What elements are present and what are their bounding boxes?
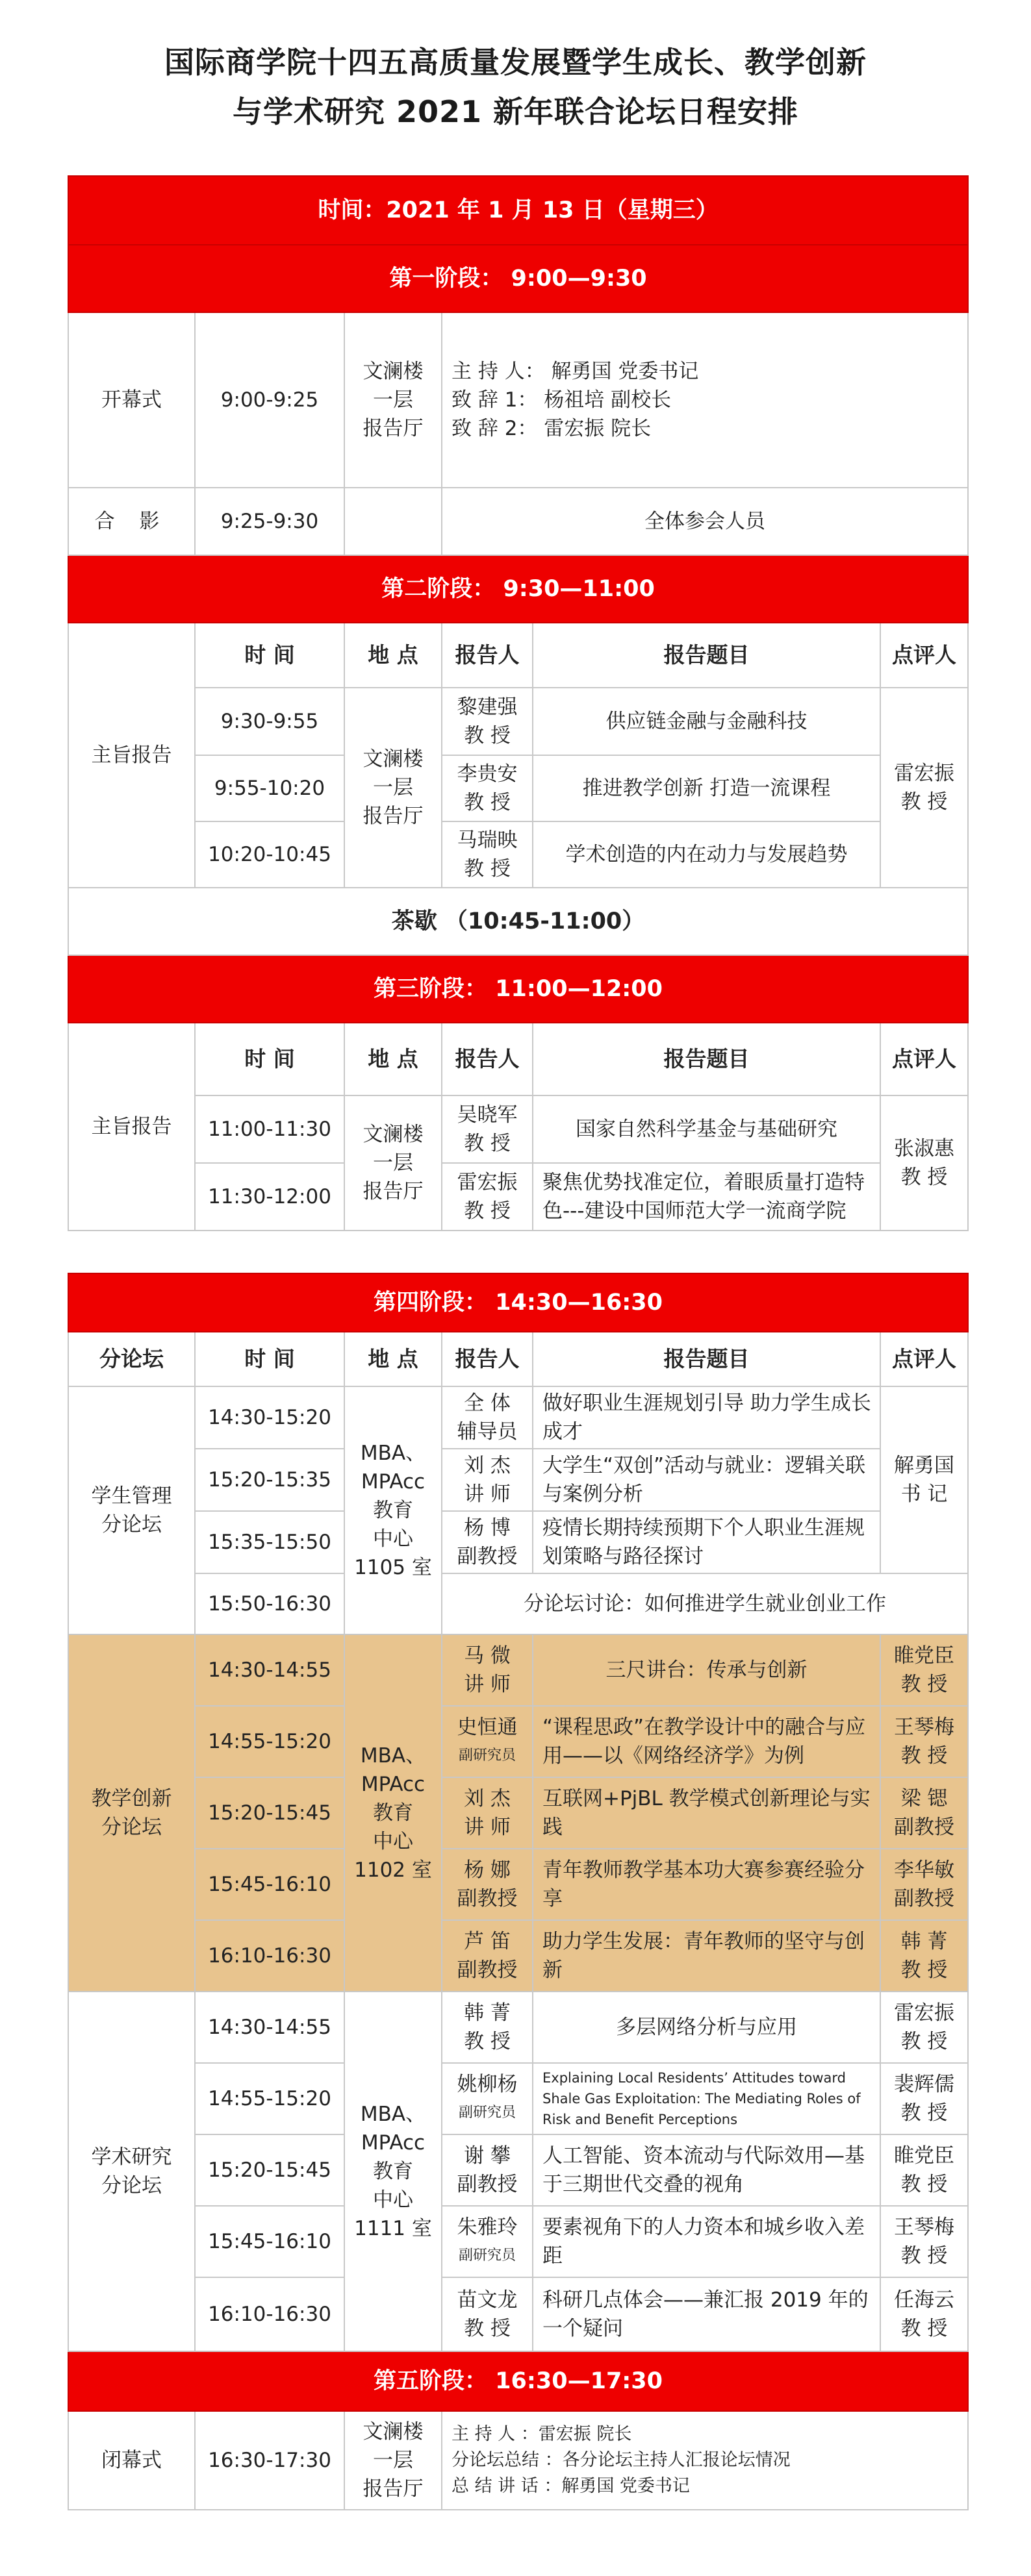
talk-topic: 互联网+PjBL 教学模式创新理论与实践: [533, 1777, 880, 1849]
speaker-name: 朱雅玲: [457, 2216, 518, 2239]
speaker-title: 副教授: [457, 2173, 518, 2196]
place-line: 1111 室: [354, 2217, 432, 2240]
closing-session: 闭幕式: [68, 2411, 195, 2510]
table-row: [68, 2277, 968, 2351]
place-line: MPAcc: [361, 1470, 426, 1494]
speaker-name: 刘 杰: [464, 1454, 511, 1477]
place-line: MBA、: [360, 1442, 426, 1465]
teaching-forum-place: [344, 1634, 442, 1992]
place-line: 文澜楼: [363, 1123, 424, 1146]
speaker-title: 教 授: [464, 857, 511, 881]
stage4-banner: 第四阶段： 14:30—16:30: [68, 1273, 968, 1332]
header-reviewer: 点评人: [880, 623, 968, 688]
header-topic: 报告题目: [533, 1023, 880, 1095]
reviewer-name: 王琴梅: [894, 2216, 954, 2239]
place-line: 中心: [373, 2188, 413, 2212]
talk-reviewer: [880, 2063, 968, 2134]
place-line: MBA、: [360, 1744, 426, 1768]
speaker-name: 黎建强: [457, 695, 518, 719]
talk-speaker: [442, 1992, 533, 2063]
speaker-title: 副教授: [457, 1958, 518, 1982]
talk-reviewer: [880, 1777, 968, 1849]
header-place: 地 点: [344, 1332, 442, 1386]
document-title-line1: 国际商学院十四五高质量发展暨学生成长、教学创新: [164, 45, 867, 80]
talk-topic: 人工智能、资本流动与代际效用—基于三期世代交叠的视角: [533, 2134, 880, 2206]
header-reviewer: 点评人: [880, 1023, 968, 1095]
speaker-name: 马瑞映: [457, 829, 518, 852]
reviewer-name: 梁 锶: [900, 1787, 948, 1810]
closing-program: [442, 2411, 968, 2510]
student-forum-reviewer: [880, 1386, 968, 1573]
talk-time: 15:35-15:50: [195, 1511, 344, 1573]
speaker-name: 韩 菁: [464, 2001, 511, 2025]
teaching-forum-name: [68, 1634, 195, 1992]
talk-topic: 推进教学创新 打造一流课程: [533, 755, 880, 821]
talk-topic: 做好职业生涯规划引导 助力学生成长成才: [533, 1386, 880, 1449]
talk-speaker: [442, 2063, 533, 2134]
talk-speaker: [442, 1163, 533, 1231]
stage5-banner: 第五阶段： 16:30—17:30: [68, 2351, 968, 2411]
talk-reviewer: [880, 1920, 968, 1992]
discussion-time: 15:50-16:30: [195, 1573, 344, 1634]
table-row: [68, 1706, 968, 1777]
talk-topic: 聚焦优势找准定位，着眼质量打造特色---建设中国师范大学一流商学院: [533, 1163, 880, 1231]
talk-speaker: [442, 1511, 533, 1573]
talk-topic: 助力学生发展：青年教师的坚守与创新: [533, 1920, 880, 1992]
reviewer-name: 李华敏: [894, 1858, 954, 1882]
reviewer-name: 睢党臣: [894, 1644, 954, 1668]
place-line: 中心: [373, 1830, 413, 1853]
place-line: 1102 室: [354, 1858, 432, 1882]
talk-speaker: [442, 1849, 533, 1920]
talk-topic: 多层网络分析与应用: [533, 1992, 880, 2063]
reviewer-name: 任海云: [894, 2288, 954, 2312]
talk-speaker: [442, 2206, 533, 2277]
talk-time: 14:55-15:20: [195, 2063, 344, 2134]
closing-place: [344, 2411, 442, 2510]
keynote1-session: 主旨报告: [68, 623, 195, 888]
speaker-title: 教 授: [464, 724, 511, 747]
talk-time: 11:30-12:00: [195, 1163, 344, 1231]
talk-time: 15:20-15:45: [195, 1777, 344, 1849]
stage2-banner: 第二阶段： 9:30—11:00: [68, 555, 968, 623]
talk-reviewer: [880, 1992, 968, 2063]
place-line: 报告厅: [363, 417, 424, 440]
talk-time: 16:10-16:30: [195, 2277, 344, 2351]
talk-time: 15:45-16:10: [195, 1849, 344, 1920]
talk-topic: 三尺讲台：传承与创新: [533, 1634, 880, 1706]
header-speaker: 报告人: [442, 623, 533, 688]
forum-name-line: 分论坛: [101, 1513, 162, 1536]
opening-speech1: 致 辞 1： 杨祖培 副校长: [452, 388, 672, 412]
date-banner: 时间：2021 年 1 月 13 日（星期三）: [68, 176, 968, 245]
opening-session: 开幕式: [68, 312, 195, 488]
keynote1-reviewer: [880, 688, 968, 888]
header-forum: 分论坛: [68, 1332, 195, 1386]
reviewer-title: 教 授: [900, 1166, 948, 1189]
talk-topic: 学术创造的内在动力与发展趋势: [533, 821, 880, 888]
header-place: 地 点: [344, 1023, 442, 1095]
reviewer-title: 教 授: [900, 2030, 948, 2053]
talk-speaker: [442, 1777, 533, 1849]
reviewer-name: 韩 菁: [900, 1930, 948, 1953]
forum-name-line: 学生管理: [91, 1484, 172, 1508]
talk-reviewer: [880, 2134, 968, 2206]
tea-break: 茶歇 （10:45-11:00）: [68, 888, 968, 955]
speaker-title: 讲 师: [464, 1673, 511, 1696]
place-line: 报告厅: [363, 2477, 424, 2501]
talk-time: 9:30-9:55: [195, 688, 344, 755]
speaker-name: 马 微: [464, 1644, 511, 1668]
talk-topic: 国家自然科学基金与基础研究: [533, 1095, 880, 1163]
table-row: [68, 2206, 968, 2277]
closing-speech: 总 结 讲 话 ：解勇国 党委书记: [452, 2476, 690, 2496]
keynote2-reviewer: [880, 1095, 968, 1231]
keynote1-place: [344, 688, 442, 888]
speaker-title: 教 授: [464, 2317, 511, 2340]
photo-place: [344, 488, 442, 555]
table-row: [68, 821, 968, 888]
header-reviewer: 点评人: [880, 1332, 968, 1386]
table-row: [68, 1849, 968, 1920]
opening-place: [344, 312, 442, 488]
talk-speaker: [442, 821, 533, 888]
reviewer-title: 副教授: [894, 1816, 954, 1839]
photo-session: 合 影: [68, 488, 195, 555]
keynote2-header-row: [68, 1023, 968, 1095]
talk-topic: “课程思政”在教学设计中的融合与应用——以《网络经济学》为例: [533, 1706, 880, 1777]
reviewer-title: 书 记: [900, 1482, 948, 1506]
place-line: 一层: [373, 2449, 413, 2472]
reviewer-title: 教 授: [900, 1673, 948, 1696]
speaker-title: 副研究员: [458, 1747, 516, 1764]
speaker-name: 李贵安: [457, 762, 518, 786]
talk-time: 14:30-15:20: [195, 1386, 344, 1449]
opening-row: [68, 312, 968, 488]
speaker-name: 杨 博: [464, 1516, 511, 1540]
speaker-name: 史恒通: [457, 1716, 518, 1739]
header-time: 时 间: [195, 623, 344, 688]
research-forum-place: [344, 1992, 442, 2351]
place-line: 1105 室: [354, 1556, 432, 1579]
speaker-title: 副教授: [457, 1887, 518, 1910]
talk-speaker: [442, 688, 533, 755]
talk-speaker: [442, 1634, 533, 1706]
speaker-name: 谢 攀: [464, 2144, 511, 2168]
talk-time: 15:20-15:45: [195, 2134, 344, 2206]
talk-time: 9:55-10:20: [195, 755, 344, 821]
speaker-title: 辅导员: [457, 1420, 518, 1444]
forum-discussion: 分论坛讨论：如何推进学生就业创业工作: [442, 1573, 968, 1634]
closing-host: 主 持 人 ：雷宏振 院长: [452, 2424, 632, 2444]
table-row: [68, 1511, 968, 1573]
table-row: [68, 1095, 968, 1163]
place-line: 教育: [373, 2160, 413, 2183]
table-row: [68, 1449, 968, 1511]
speaker-title: 教 授: [464, 2030, 511, 2053]
place-line: 中心: [373, 1527, 413, 1551]
speaker-name: 苗文龙: [457, 2288, 518, 2312]
keynote1-header-row: [68, 623, 968, 688]
talk-time: 10:20-10:45: [195, 821, 344, 888]
talk-speaker: [442, 1706, 533, 1777]
reviewer-title: 教 授: [900, 2317, 948, 2340]
table-row: [68, 1573, 968, 1634]
student-forum-name: [68, 1386, 195, 1634]
reviewer-title: 教 授: [900, 1958, 948, 1982]
opening-speech2: 致 辞 2： 雷宏振 院长: [452, 417, 652, 440]
morning-schedule-table: [68, 175, 969, 1231]
talk-reviewer: [880, 1706, 968, 1777]
place-line: 文澜楼: [363, 360, 424, 383]
speaker-title: 副研究员: [458, 2105, 516, 2121]
reviewer-name: 解勇国: [894, 1454, 954, 1477]
speaker-title: 教 授: [464, 791, 511, 814]
talk-speaker: [442, 755, 533, 821]
speaker-name: 雷宏振: [457, 1171, 518, 1194]
talk-topic: 大学生“双创”活动与就业：逻辑关联与案例分析: [533, 1449, 880, 1511]
talk-time: 14:30-14:55: [195, 1992, 344, 2063]
reviewer-title: 教 授: [900, 2101, 948, 2125]
talk-reviewer: [880, 2277, 968, 2351]
talk-speaker: [442, 1095, 533, 1163]
table-row: [68, 688, 968, 755]
document-title-line2: 与学术研究 2021 新年联合论坛日程安排: [232, 94, 799, 129]
keynote2-session: 主旨报告: [68, 1023, 195, 1231]
closing-time: 16:30-17:30: [195, 2411, 344, 2510]
speaker-name: 全 体: [464, 1392, 511, 1415]
reviewer-title: 教 授: [900, 2173, 948, 2196]
opening-time: 9:00-9:25: [195, 312, 344, 488]
header-speaker: 报告人: [442, 1023, 533, 1095]
reviewer-name: 雷宏振: [894, 2001, 954, 2025]
talk-topic: 青年教师教学基本功大赛参赛经验分享: [533, 1849, 880, 1920]
talk-time: 16:10-16:30: [195, 1920, 344, 1992]
speaker-title: 教 授: [464, 1132, 511, 1155]
talk-topic: 供应链金融与金融科技: [533, 688, 880, 755]
header-place: 地 点: [344, 623, 442, 688]
speaker-title: 教 授: [464, 1199, 511, 1223]
opening-host: 主 持 人： 解勇国 党委书记: [452, 360, 699, 383]
place-line: 文澜楼: [363, 747, 424, 771]
reviewer-name: 睢党臣: [894, 2144, 954, 2168]
speaker-title: 副教授: [457, 1545, 518, 1568]
stage3-banner: 第三阶段： 11:00—12:00: [68, 955, 968, 1023]
table-row: [68, 1386, 968, 1449]
place-line: 一层: [373, 776, 413, 799]
place-line: MBA、: [360, 2103, 426, 2126]
talk-time: 14:30-14:55: [195, 1634, 344, 1706]
talk-speaker: [442, 1449, 533, 1511]
reviewer-title: 教 授: [900, 2244, 948, 2268]
photo-row: [68, 488, 968, 555]
talk-speaker: [442, 2134, 533, 2206]
speaker-title: 副研究员: [458, 2247, 516, 2264]
afternoon-schedule-table: [68, 1273, 969, 2510]
speaker-name: 姚柳杨: [457, 2073, 518, 2096]
place-line: 报告厅: [363, 1180, 424, 1203]
forum-name-line: 学术研究: [91, 2145, 172, 2169]
talk-topic: Explaining Local Residents’ Attitudes toward Shale Gas Exploitation: The Mediating Roles of Risk and Benefit Perceptions: [533, 2063, 880, 2134]
reviewer-name: 裴辉儒: [894, 2073, 954, 2096]
talk-time: 11:00-11:30: [195, 1095, 344, 1163]
reviewer-title: 教 授: [900, 1744, 948, 1768]
place-line: 一层: [373, 1151, 413, 1175]
speaker-name: 芦 笛: [464, 1930, 511, 1953]
header-time: 时 间: [195, 1023, 344, 1095]
keynote2-place: [344, 1095, 442, 1231]
table-row: [68, 755, 968, 821]
stage1-banner: 第一阶段： 9:00—9:30: [68, 245, 968, 312]
talk-time: 15:20-15:35: [195, 1449, 344, 1511]
place-line: 教育: [373, 1801, 413, 1825]
table-row: [68, 1920, 968, 1992]
closing-row: [68, 2411, 968, 2510]
reviewer-name: 王琴梅: [894, 1716, 954, 1739]
place-line: 文澜楼: [363, 2420, 424, 2444]
talk-speaker: [442, 1920, 533, 1992]
talk-time: 14:55-15:20: [195, 1706, 344, 1777]
talk-topic: 科研几点体会——兼汇报 2019 年的一个疑问: [533, 2277, 880, 2351]
header-topic: 报告题目: [533, 1332, 880, 1386]
speaker-name: 吴晓军: [457, 1103, 518, 1127]
talk-topic: 疫情长期持续预期下个人职业生涯规划策略与路径探讨: [533, 1511, 880, 1573]
table-row: [68, 2134, 968, 2206]
forum-name-line: 教学创新: [91, 1787, 172, 1810]
place-line: 报告厅: [363, 805, 424, 828]
forum-name-line: 分论坛: [101, 2174, 162, 2197]
talk-reviewer: [880, 1634, 968, 1706]
reviewer-title: 教 授: [900, 790, 948, 814]
table-row: [68, 2063, 968, 2134]
talk-time: 15:45-16:10: [195, 2206, 344, 2277]
photo-time: 9:25-9:30: [195, 488, 344, 555]
closing-summary: 分论坛总结 ：各分论坛主持人汇报论坛情况: [452, 2450, 791, 2470]
forum-name-line: 分论坛: [101, 1816, 162, 1839]
place-line: 教育: [373, 1499, 413, 1522]
opening-program: [442, 312, 968, 488]
reviewer-name: 雷宏振: [894, 762, 955, 785]
table-row: [68, 1634, 968, 1706]
reviewer-name: 张淑惠: [894, 1137, 955, 1160]
speaker-name: 杨 娜: [464, 1858, 511, 1882]
reviewer-title: 副教授: [894, 1887, 954, 1910]
photo-attendees: 全体参会人员: [442, 488, 968, 555]
header-time: 时 间: [195, 1332, 344, 1386]
talk-speaker: [442, 2277, 533, 2351]
student-forum-place: [344, 1386, 442, 1634]
talk-speaker: [442, 1386, 533, 1449]
place-line: MPAcc: [361, 1773, 426, 1796]
table-row: [68, 1777, 968, 1849]
research-forum-name: [68, 1992, 195, 2351]
place-line: MPAcc: [361, 2131, 426, 2155]
header-topic: 报告题目: [533, 623, 880, 688]
place-line: 一层: [373, 388, 413, 412]
talk-reviewer: [880, 1849, 968, 1920]
table-row: [68, 1992, 968, 2063]
speaker-title: 讲 师: [464, 1816, 511, 1839]
speaker-name: 刘 杰: [464, 1787, 511, 1810]
afternoon-header-row: [68, 1332, 968, 1386]
table-row: [68, 1163, 968, 1231]
header-speaker: 报告人: [442, 1332, 533, 1386]
talk-reviewer: [880, 2206, 968, 2277]
speaker-title: 讲 师: [464, 1482, 511, 1506]
talk-topic: 要素视角下的人力资本和城乡收入差距: [533, 2206, 880, 2277]
